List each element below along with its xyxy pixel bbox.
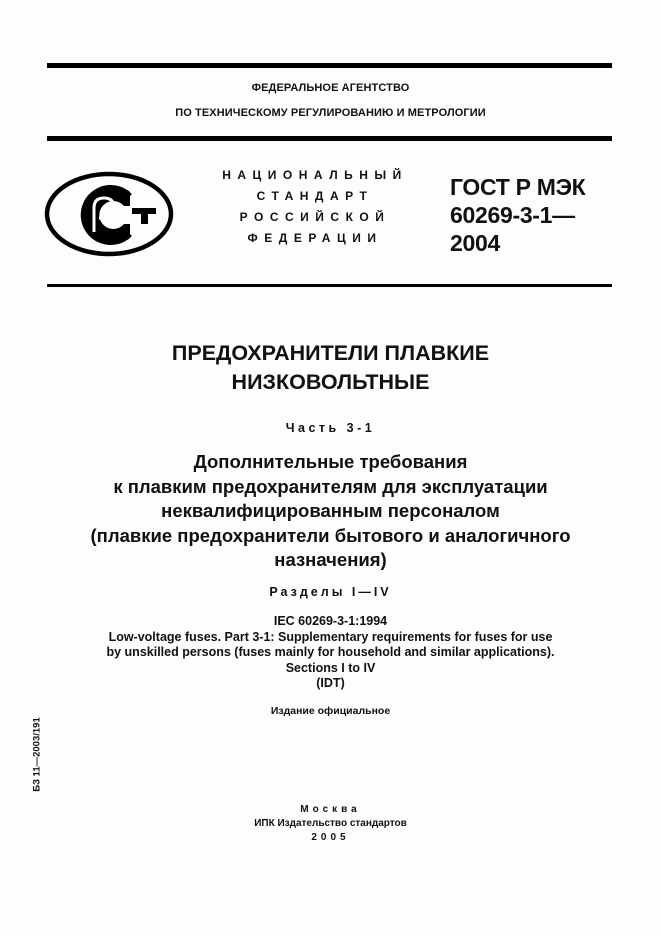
standard-type <box>205 165 425 249</box>
iec-number: IEC 60269-3-1:1994 <box>273 614 388 628</box>
iec-reference <box>0 614 661 692</box>
header-top-rule <box>47 136 612 141</box>
iec-line-2: by unskilled persons (fuses mainly for household and similar applications). <box>106 645 555 659</box>
subtitle-line-5: назначения) <box>274 549 387 570</box>
sections-label: Разделы I—IV <box>269 585 392 599</box>
standard-type-line-4: ФЕДЕРАЦИИ <box>247 231 383 245</box>
part-label: Часть 3-1 <box>285 421 376 435</box>
subtitle-line-1: Дополнительные требования <box>193 451 468 472</box>
title-line-2: НИЗКОВОЛЬТНЫЕ <box>231 370 430 394</box>
agency-line-1: ФЕДЕРАЛЬНОЕ АГЕНТСТВО <box>251 82 410 94</box>
standard-type-line-3: РОССИЙСКОЙ <box>239 210 391 224</box>
subtitle-line-4: (плавкие предохранители бытового и аналогичного <box>90 524 571 546</box>
title-line-1: ПРЕДОХРАНИТЕЛИ ПЛАВКИЕ <box>171 341 490 365</box>
subtitle-line-3: неквалифицированным персоналом <box>161 500 500 521</box>
subtitle-line-2: к плавким предохранителям для эксплуатации <box>113 475 548 497</box>
document-subtitle <box>0 450 661 573</box>
side-code: БЗ 11—2003/191 <box>31 717 43 792</box>
gost-r-certification-mark-icon <box>44 170 174 260</box>
imprint-year: 2005 <box>311 832 350 843</box>
iec-line-3: Sections I to IV <box>285 660 376 675</box>
imprint-city: Москва <box>300 804 361 815</box>
designation-line-2: 60269-3-1— <box>450 202 575 228</box>
gost-r-logo <box>44 170 174 260</box>
iec-line-1: Low-voltage fuses. Part 3-1: Supplementary requirements for fuses for use <box>108 629 553 644</box>
designation-line-3: 2004 <box>450 230 500 256</box>
top-rule <box>47 63 612 68</box>
standard-designation <box>450 173 585 257</box>
imprint <box>0 803 661 845</box>
agency-line-2: ПО ТЕХНИЧЕСКОМУ РЕГУЛИРОВАНИЮ И МЕТРОЛОГИИ <box>175 107 486 119</box>
designation-line-1: ГОСТ Р МЭК <box>450 174 586 200</box>
imprint-publisher: ИПК Издательство стандартов <box>254 818 407 829</box>
header-bottom-rule <box>47 284 612 287</box>
standard-type-line-2: СТАНДАРТ <box>256 189 374 203</box>
edition-label: Издание официальное <box>270 705 391 717</box>
iec-line-4: (IDT) <box>316 676 345 690</box>
document-title <box>0 339 661 397</box>
standard-type-line-1: НАЦИОНАЛЬНЫЙ <box>222 168 408 182</box>
